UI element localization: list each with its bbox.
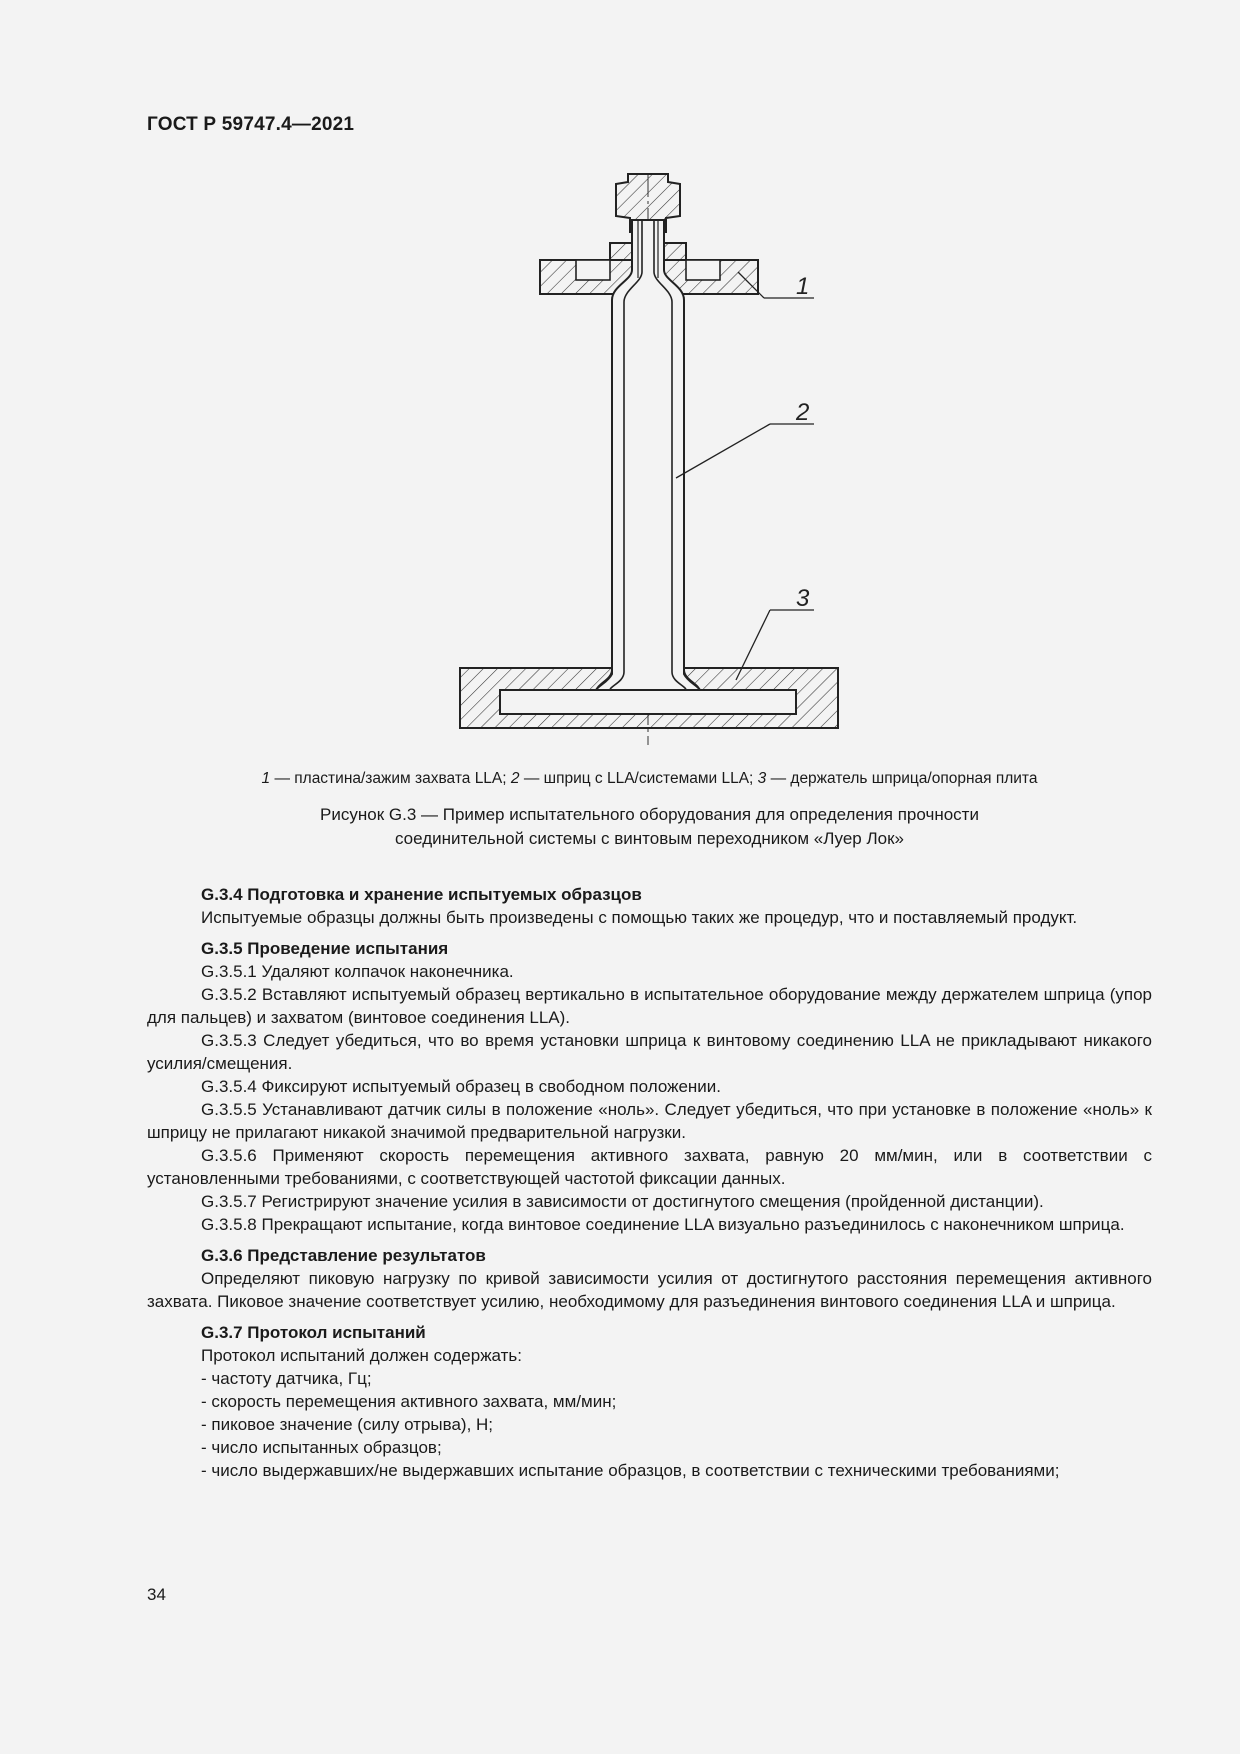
section-heading-g36: G.3.6 Представление результатов <box>201 1246 486 1265</box>
clause-g353: G.3.5.3 Следует убедиться, что во время установки шприца к винтовому соединению LLA не прикладывают никакого усилия/смещения. <box>147 1031 1152 1073</box>
legend-number-3: 3 <box>757 770 767 787</box>
section-intro-g37: Протокол испытаний должен содержать: <box>201 1346 523 1365</box>
clause-g358: G.3.5.8 Прекращают испытание, когда винтовое соединение LLA визуально разъединилось с наконечником шприца. <box>201 1215 1125 1234</box>
list-item: - число выдержавших/не выдержавших испытание образцов, в соответствии с техническими требованиями; <box>201 1461 1060 1480</box>
callout-label-3: 3 <box>796 585 810 612</box>
clause-g352: G.3.5.2 Вставляют испытуемый образец вертикально в испытательное оборудование между держателем шприца (упор для пальцев) и захватом (винтовое соединения LLA). <box>147 985 1152 1027</box>
section-heading-g34: G.3.4 Подготовка и хранение испытуемых образцов <box>201 885 642 904</box>
list-item: - частоту датчика, Гц; <box>201 1369 372 1388</box>
list-item: - пиковое значение (силу отрыва), Н; <box>201 1415 494 1434</box>
list-item: - скорость перемещения активного захвата, мм/мин; <box>201 1392 617 1411</box>
clause-g354: G.3.5.4 Фиксируют испытуемый образец в свободном положении. <box>201 1077 722 1096</box>
document-header: ГОСТ Р 59747.4—2021 <box>147 114 355 135</box>
figure-caption <box>147 803 1152 851</box>
page-number: 34 <box>147 1585 166 1604</box>
document-body <box>147 883 1152 1482</box>
caption-line-2: соединительной системы с винтовым переходником «Луер Лок» <box>394 829 904 848</box>
clause-g355: G.3.5.5 Устанавливают датчик силы в положение «ноль». Следует убедиться, что при установке в положение «ноль» к шприцу не прилагают никакой значимой предварительной нагрузки. <box>147 1100 1152 1142</box>
section-heading-g37: G.3.7 Протокол испытаний <box>201 1323 426 1342</box>
figure-legend <box>147 770 1152 788</box>
section-paragraph-g36: Определяют пиковую нагрузку по кривой зависимости усилия от достигнутого расстояния перемещения активного захвата. Пиковое значение соответствует усилию, необходимому для разъединения винтового соединения LLA и шприца. <box>147 1269 1152 1311</box>
callout-label-2: 2 <box>796 399 810 426</box>
clause-g357: G.3.5.7 Регистрируют значение усилия в зависимости от достигнутого смещения (пройденной дистанции). <box>201 1192 1044 1211</box>
legend-number-1: 1 <box>261 770 271 787</box>
legend-number-2: 2 <box>510 770 520 787</box>
callout-2 <box>676 399 814 478</box>
test-equipment-figure <box>440 160 860 750</box>
list-item: - число испытанных образцов; <box>201 1438 442 1457</box>
section-heading-g35: G.3.5 Проведение испытания <box>201 939 449 958</box>
clause-g351: G.3.5.1 Удаляют колпачок наконечника. <box>201 962 514 981</box>
clause-g356: G.3.5.6 Применяют скорость перемещения активного захвата, равную 20 мм/мин, или в соответствии с установленными требованиями, с соответствующей частотой фиксации данных. <box>147 1146 1152 1188</box>
callout-3 <box>736 585 814 680</box>
section-paragraph-g34: Испытуемые образцы должны быть произведены с помощью таких же процедур, что и поставляемый продукт. <box>201 908 1078 927</box>
legend-text-1: — пластина/зажим захвата LLA; <box>270 770 511 787</box>
callout-label-1: 1 <box>796 273 810 300</box>
caption-line-1: Рисунок G.3 — Пример испытательного оборудования для определения прочности <box>320 805 979 824</box>
legend-text-2: — шприц с LLA/системами LLA; <box>519 770 758 787</box>
legend-text-3: — держатель шприца/опорная плита <box>766 770 1038 787</box>
